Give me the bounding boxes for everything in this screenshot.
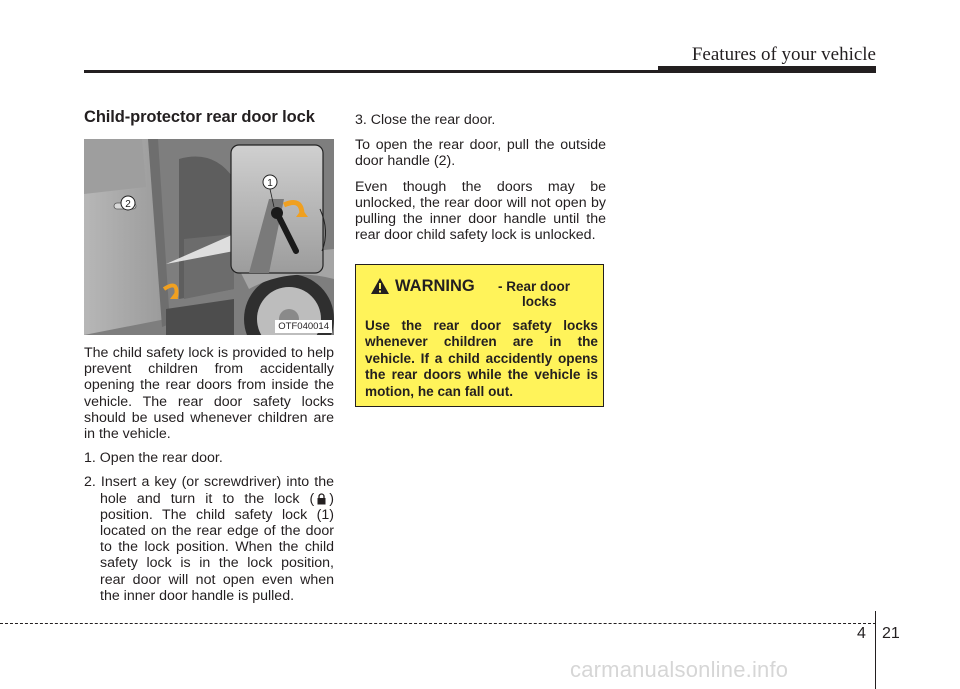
footer-divider (875, 611, 876, 689)
warning-triangle-icon (370, 277, 390, 295)
warning-topic-line2: locks (522, 294, 557, 309)
running-header-title: Features of your vehicle (691, 44, 876, 65)
step-2 (84, 474, 334, 604)
step-2-text-b: ) position. The child safety lock (1) located on the rear edge of the door to the lock position. When the child safety lock is in the lock position, rear door will not open even when the inner door handle is pulled. (100, 490, 334, 604)
page-number: 21 (882, 625, 900, 642)
step-1: 1. Open the rear door. (84, 450, 223, 467)
left-column (84, 108, 334, 604)
warning-label: WARNING (395, 277, 475, 295)
intro-paragraph: The child safety lock is provided to help prevent children from accidentally opening the rear doors from inside the vehicle. The rear door safety locks should be used whenever children are in the vehicle. (84, 345, 334, 443)
header-rule-accent (658, 66, 876, 73)
warning-box (355, 264, 604, 407)
lock-icon (316, 493, 327, 505)
car-door-drawing (84, 139, 334, 335)
step-2-text-a: 2. Insert a key (or screwdriver) into the hole and turn it to the lock ( (84, 474, 334, 507)
footer-dashed-rule (0, 623, 876, 624)
watermark: carmanualsonline.info (570, 657, 789, 682)
right-column (355, 112, 606, 243)
open-door-paragraph: To open the rear door, pull the outside door handle (2). (355, 137, 606, 170)
warning-body: Use the rear door safety locks whenever children are in the vehicle. If a child accidently opens the rear doors while the vehicle is motion, he can fall out. (365, 318, 598, 399)
warning-topic (498, 279, 598, 309)
warning-topic-line1: - Rear door (498, 279, 571, 294)
header-rule (84, 70, 660, 73)
chapter-number: 4 (857, 625, 866, 642)
step-3: 3. Close the rear door. (355, 112, 496, 128)
figure-code: OTF040014 (275, 320, 332, 333)
section-heading: Child-protector rear door lock (84, 108, 315, 126)
unlock-note-paragraph: Even though the doors may be unlocked, the rear door will not open by pulling the inner door handle until the rear door child safety lock is unlocked. (355, 178, 606, 244)
callout-1: 1 (267, 178, 273, 189)
door-lock-illustration (84, 139, 334, 335)
callout-2: 2 (125, 199, 131, 210)
